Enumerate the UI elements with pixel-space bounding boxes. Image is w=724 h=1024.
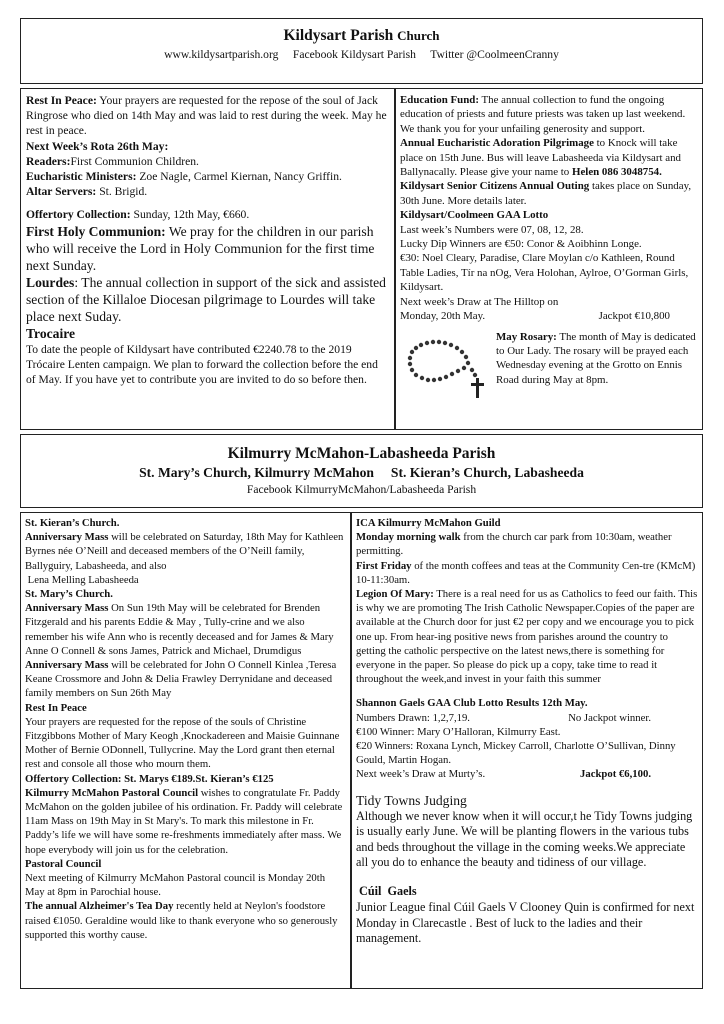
kilmurry-facebook[interactable]: Facebook KilmurryMcMahon/Labasheeda Parish <box>246 483 477 496</box>
kildysart-contacts <box>21 48 702 61</box>
facebook-link[interactable]: Facebook Kildysart Parish <box>292 48 416 61</box>
kilmurry-header <box>20 434 703 508</box>
kildysart-title: Kildysart Parish Church <box>283 27 440 44</box>
kilmurry-left-column: St. Kieran’s Church. Anniversary Mass will be celebrated on Saturday, 18th May for Kathleen Byrnes née O’Neill and deceased members of the O’Neill family, Ballyguiry, Labasheeda, and also Lena Melling Labasheeda St. Mary’s Church. Anniversary Mass On Sun 19th May will be celebrated for Brenden Fitzgerald and his parents Eddie & May , Tully-crine and we also remember his wife Ann who is recently deceased and for James & Mary Anne O Connell & sons James, Patrick and Michael, Drumdigus Anniversary Mass will be celebrated for John O Connell Kinlea ,Teresa Keane Crossmore and John & Delia Frawley Derrynidane and deceased family members on Sun 26th May Rest In Peace Your prayers are requested for the repose of the souls of Christine Fitzgibbons Mother of Mary Keogh ,Knockadereen and Maisie Guinnane Mother of Bernie ODonnell, Tullycrine. May the Lord grant then eternal rest and console all those who mourn them. Offertory Collection: St. Marys €189.St. Kieran’s €125 Kilmurry McMahon Pastoral Council wishes to congratulate Fr. Paddy McMahon on the golden jubilee of his ordination. Fr. Paddy will celebrate 11am Mass on 19th May in St Mary's. To mark this milestone in Fr. Paddy’s life we will have some re-freshments immediately after mass. We hope everybody will join us for the celebration. Pastoral Council Next meeting of Kilmurry McMahon Pastoral council is Monday 20th May at 8pm in Parochial house. The annual Alzheimer's Tea Day recently held at Neylon's foodstore raised €1050. Geraldine would like to thank everyone who so generously supported this worthy cause. <box>20 512 351 989</box>
kildysart-right-column: Education Fund: The annual collection to fund the ongoing education of priests and future priests was taken up last weekend. We thank you for your unfailing generosity and support. Annual Eucharistic Adoration Pilgrimage to Knock will take place on 15th June. Bus will leave Labasheeda via Kildysart and Ballynacally. Please give your name to Helen 086 3048754. Kildysart Senior Citizens Annual Outing takes place on Sunday, 30th June. More details later. Kildysart/Coolmeen GAA Lotto Last week’s Numbers were 07, 08, 12, 28. Lucky Dip Winners are €50: Conor & Aoibhinn Longe. €30: Noel Cleary, Paradise, Clare Moylan c/o Kathleen, Round Table Ladies, Tír na nOg, Vera Holohan, Aylroe, O’Gorman Girls, Kildysart. Next week’s Draw at The Hilltop on Monday, 20th May. Jackpot €10,800 May Rosary: The month of May is dedicated to Our Lady. The rosary will be prayed each Wednesday evening at the Grotto on Ennis Road during May at 8pm. <box>395 88 703 430</box>
kilmurry-churches: St. Mary’s Church, Kilmurry McMahon St. Kieran’s Church, Labasheeda <box>139 465 584 480</box>
kilmurry-right-column: ICA Kilmurry McMahon Guild Monday morning walk from the church car park from 10:30am, weather permitting. First Friday of the month coffees and teas at the Community Cen-tre (KMcM) 10-11:30am. Legion Of Mary: There is a real need for us as Catholics to feed our faith. This is why we are promoting The Irish Catholic Newspaper.Copies of the paper are available at the Church door for just €2 per copy and we encourage you to pick one up. From hear-ing positive news from parishes around the country to getting the catholic perspective on the latest news,there is something for everyone in the paper. So please do pick up a copy, take time to read it throughout the week,and invest in your faith this summer Shannon Gaels GAA Club Lotto Results 12th May. Numbers Drawn: 1,2,7,19. No Jackpot winner. €100 Winner: Mary O’Halloran, Kilmurry East. €20 Winners: Roxana Lynch, Mickey Carroll, Charlotte O’Sullivan, Dinny Gould, Martin Hogan. Next week’s Draw at Murty’s. Jackpot €6,100. Tidy Towns Judging Although we never know when it will occur,t he Tidy Towns judging is usually early June. We will be planting flowers in the various tubs and beds throughout the village in the coming weeks.We appreciate all you do to enhance the beauty and tidiness of our village. Cúil Gaels Junior League final Cúil Gaels V Clooney Quin is confirmed for next Monday in Clarecastle . Best of luck to the ladies and their management. <box>351 512 703 989</box>
rosary-image <box>400 330 492 406</box>
kildysart-left-column: Rest In Peace: Your prayers are requested for the repose of the soul of Jack Ringrose who died on 14th May and was laid to rest during the week. May he rest in peace. Next Week’s Rota 26th May: Readers:First Communion Children. Eucharistic Ministers: Zoe Nagle, Carmel Kiernan, Nancy Griffin. Altar Servers: St. Brigid. Offertory Collection: Sunday, 12th May, €660. First Holy Communion: We pray for the children in our parish who will receive the Lord in Holy Communion for the first time next Sunday. Lourdes: The annual collection in support of the sick and assisted section of the Killaloe Diocesan pilgrimage to Lourdes will take place next Suday. Trocaire To date the people of Kildysart have contributed €2240.78 to the 2019 Trócaire Lenten campaign. We plan to forward the collection before the end of May. If you have yet to contribute you are invited to do so before then. <box>20 88 395 430</box>
website-link[interactable]: www.kildysartparish.org <box>164 48 279 61</box>
twitter-link[interactable]: Twitter @CoolmeenCranny <box>430 48 559 61</box>
kildysart-header <box>20 18 703 84</box>
kilmurry-title: Kilmurry McMahon-Labasheeda Parish <box>227 445 496 462</box>
